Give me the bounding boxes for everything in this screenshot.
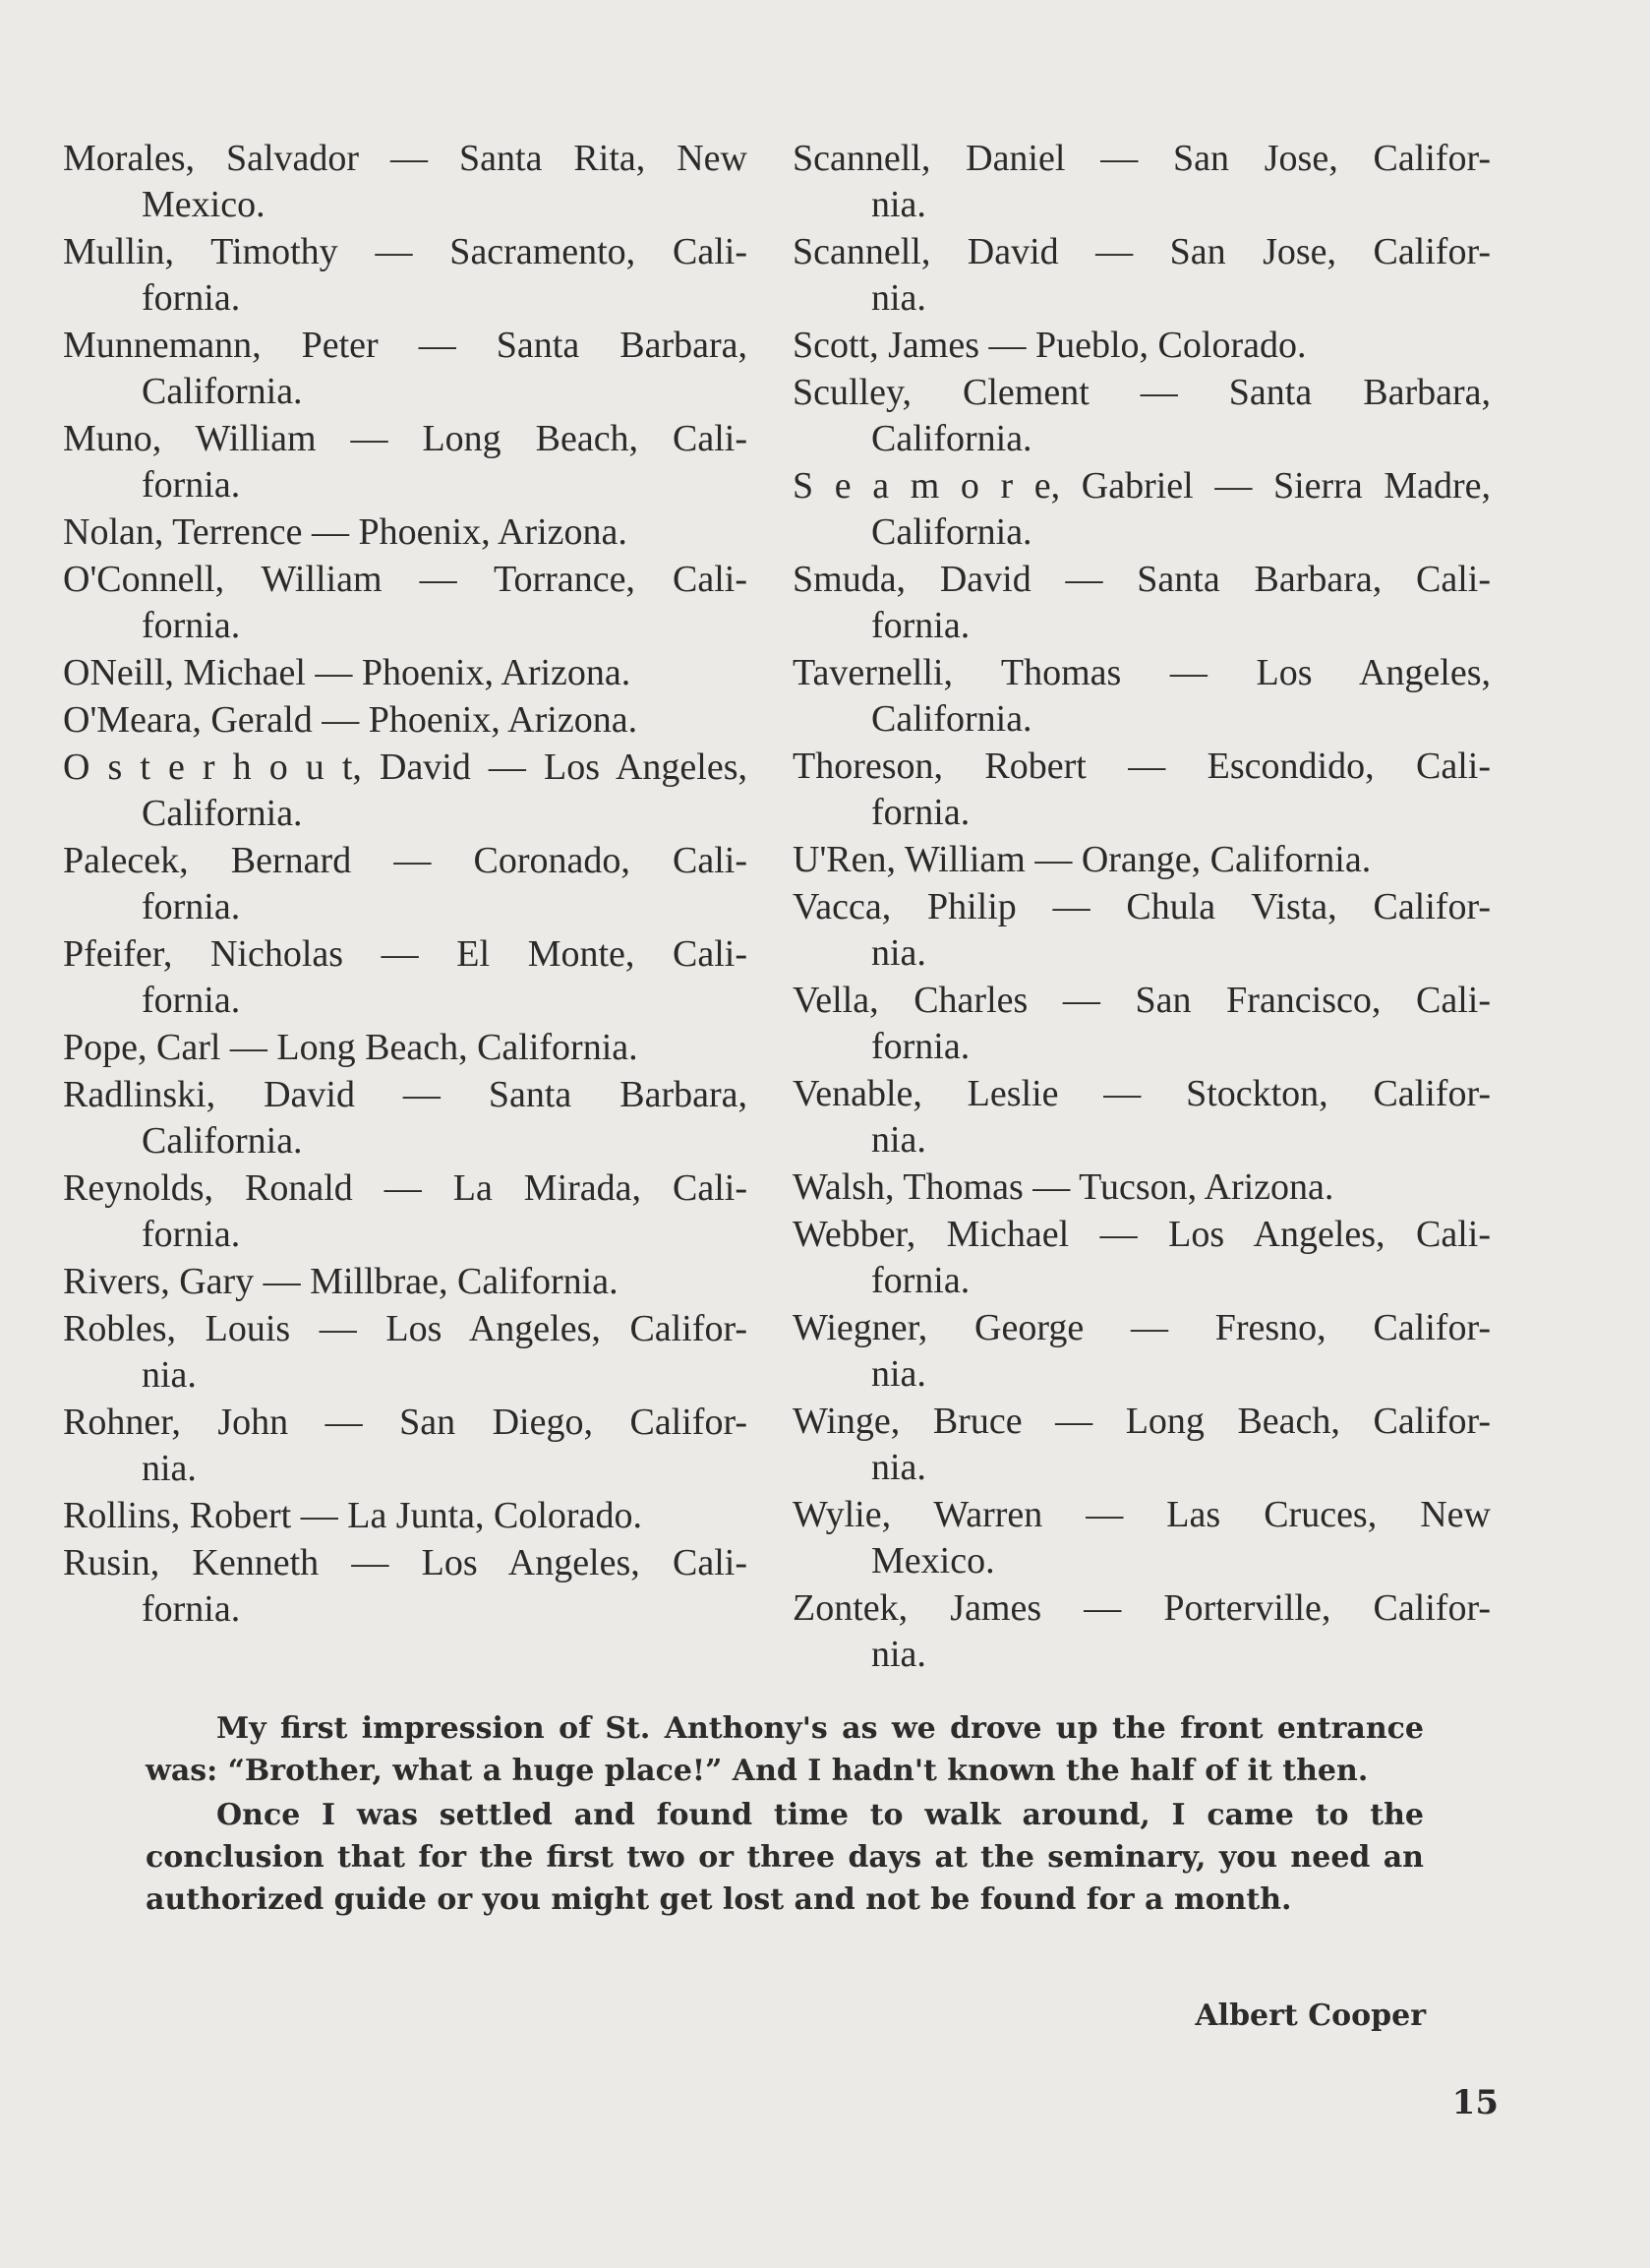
student-entry-continuation: California.: [871, 511, 1032, 553]
student-entry: [793, 323, 1491, 369]
student-list-right-column: [793, 136, 1491, 1679]
student-entry-line: Robles, Louis — Los Angeles, Califor-: [63, 1308, 747, 1349]
student-entry-line: Webber, Michael — Los Angeles, Cali-: [793, 1214, 1491, 1255]
student-entry: [793, 463, 1491, 556]
student-entry-continuation: California.: [142, 793, 303, 834]
student-entry: [793, 744, 1491, 836]
student-entry-continuation: nia.: [871, 1634, 926, 1675]
student-entry-continuation: Mexico.: [142, 184, 265, 225]
student-entry-line: O'Meara, Gerald — Phoenix, Arizona.: [63, 699, 638, 741]
student-entry-line: Zontek, James — Porterville, Califor-: [793, 1587, 1491, 1629]
student-entry-line: Munnemann, Peter — Santa Barbara,: [63, 325, 747, 366]
student-entry: [63, 1259, 747, 1305]
student-entry: [793, 837, 1491, 883]
student-entry-line: Nolan, Terrence — Phoenix, Arizona.: [63, 511, 627, 553]
student-entry-continuation: California.: [142, 1120, 303, 1162]
student-entry-line: Scott, James — Pueblo, Colorado.: [793, 325, 1307, 366]
student-entry-continuation: fornia.: [142, 980, 241, 1021]
student-entry-continuation: nia.: [871, 184, 926, 225]
student-entry-continuation: fornia.: [871, 605, 971, 646]
student-entry: [793, 650, 1491, 743]
student-entry: [63, 509, 747, 556]
student-entry: [63, 1072, 747, 1164]
student-entry-line: Venable, Leslie — Stockton, Califor-: [793, 1073, 1491, 1114]
student-entry: [793, 978, 1491, 1070]
student-entry-line: Rusin, Kenneth — Los Angeles, Cali-: [63, 1542, 747, 1583]
student-entry: [63, 745, 747, 837]
student-entry: [793, 1212, 1491, 1304]
student-entry: [793, 136, 1491, 228]
student-entry: [793, 1492, 1491, 1584]
student-entry-line: Palecek, Bernard — Coronado, Cali-: [63, 840, 747, 881]
student-entry-line: Rohner, John — San Diego, Califor-: [63, 1402, 747, 1443]
student-entry-continuation: fornia.: [871, 1260, 971, 1301]
student-entry-continuation: nia.: [871, 1119, 926, 1161]
student-entry: [63, 650, 747, 696]
student-entry-continuation: California.: [871, 698, 1032, 740]
student-entry-line: Scannell, Daniel — San Jose, Califor-: [793, 138, 1491, 179]
student-entry: [63, 931, 747, 1024]
student-entry-line: Muno, William — Long Beach, Cali-: [63, 418, 747, 459]
student-entry-line: Walsh, Thomas — Tucson, Arizona.: [793, 1166, 1334, 1208]
student-entry-continuation: fornia.: [871, 792, 971, 833]
student-entry: [793, 229, 1491, 322]
student-entry-continuation: nia.: [142, 1354, 197, 1396]
student-entry-continuation: nia.: [871, 277, 926, 319]
student-entry-line: Wiegner, George — Fresno, Califor-: [793, 1307, 1491, 1348]
student-entry-continuation: fornia.: [142, 1214, 241, 1255]
student-entry: [63, 838, 747, 930]
reflection-paragraph-2: Once I was settled and found time to walk around, I came to the conclusion that for the first two or three days at the seminary, you need an authorized guide or you might get lost and not be found for a month.: [146, 1798, 1424, 1917]
student-entry-continuation: nia.: [871, 932, 926, 974]
student-entry: [63, 1400, 747, 1492]
student-entry: [793, 370, 1491, 462]
student-entry-line: Mullin, Timothy — Sacramento, Cali-: [63, 231, 747, 272]
student-entry-line: Thoreson, Robert — Escondido, Cali-: [793, 746, 1491, 787]
student-entry: [793, 1305, 1491, 1398]
student-entry-line: S e a m o r e, Gabriel — Sierra Madre,: [793, 465, 1491, 507]
student-list-left-column: [63, 136, 747, 1634]
student-entry: [63, 136, 747, 228]
student-entry: [63, 323, 747, 415]
student-entry: [63, 1493, 747, 1539]
student-entry-line: Vacca, Philip — Chula Vista, Califor-: [793, 886, 1491, 927]
student-entry-continuation: nia.: [871, 1353, 926, 1395]
student-entry: [63, 1306, 747, 1399]
student-entry-line: Pfeifer, Nicholas — El Monte, Cali-: [63, 933, 747, 975]
student-entry-line: Tavernelli, Thomas — Los Angeles,: [793, 652, 1491, 693]
reflection-paragraph-1: My first impression of St. Anthony's as we drove up the front entrance was: “Brother, what a huge place!” And I hadn't known the half of it then.: [146, 1711, 1424, 1788]
student-entry-continuation: fornia.: [142, 277, 241, 319]
student-entry-continuation: fornia.: [142, 1588, 241, 1630]
student-entry: [63, 1540, 747, 1633]
student-entry-continuation: California.: [871, 418, 1032, 459]
student-entry-continuation: fornia.: [142, 464, 241, 506]
student-entry-line: Radlinski, David — Santa Barbara,: [63, 1074, 747, 1115]
student-entry: [63, 1165, 747, 1258]
student-entry-line: U'Ren, William — Orange, California.: [793, 839, 1372, 880]
student-entry: [63, 1025, 747, 1071]
student-entry-line: Sculley, Clement — Santa Barbara,: [793, 372, 1491, 413]
student-entry-line: ONeill, Michael — Phoenix, Arizona.: [63, 652, 631, 693]
student-entry: [793, 1071, 1491, 1164]
student-entry-continuation: nia.: [142, 1448, 197, 1489]
student-entry-continuation: fornia.: [142, 886, 241, 927]
student-entry-line: Winge, Bruce — Long Beach, Califor-: [793, 1401, 1491, 1442]
student-entry-line: Reynolds, Ronald — La Mirada, Cali-: [63, 1167, 747, 1209]
student-entry-continuation: fornia.: [871, 1026, 971, 1067]
student-entry-line: O s t e r h o u t, David — Los Angeles,: [63, 746, 747, 788]
student-entry-continuation: nia.: [871, 1447, 926, 1488]
student-entry-line: Pope, Carl — Long Beach, California.: [63, 1027, 638, 1068]
student-entry: [63, 229, 747, 322]
student-entry: [63, 557, 747, 649]
student-entry: [63, 697, 747, 744]
student-entry-line: Smuda, David — Santa Barbara, Cali-: [793, 559, 1491, 600]
student-entry: [793, 557, 1491, 649]
student-entry-line: Morales, Salvador — Santa Rita, New: [63, 138, 747, 179]
student-entry-continuation: Mexico.: [871, 1540, 995, 1582]
student-entry: [793, 1585, 1491, 1678]
student-entry: [793, 884, 1491, 977]
student-entry: [63, 416, 747, 508]
student-entry-line: Vella, Charles — San Francisco, Cali-: [793, 980, 1491, 1021]
student-entry-continuation: fornia.: [142, 605, 241, 646]
student-entry-line: Rivers, Gary — Millbrae, California.: [63, 1261, 619, 1302]
student-entry-continuation: California.: [142, 371, 303, 412]
student-entry-line: O'Connell, William — Torrance, Cali-: [63, 559, 747, 600]
student-entry-line: Rollins, Robert — La Junta, Colorado.: [63, 1495, 642, 1536]
author-signature: Albert Cooper: [1195, 1999, 1426, 2033]
page-number: 15: [1451, 2083, 1499, 2122]
student-entry-line: Scannell, David — San Jose, Califor-: [793, 231, 1491, 272]
student-entry: [793, 1399, 1491, 1491]
student-entry-line: Wylie, Warren — Las Cruces, New: [793, 1494, 1491, 1535]
student-entry: [793, 1164, 1491, 1211]
reflection-text: [146, 1707, 1424, 1921]
